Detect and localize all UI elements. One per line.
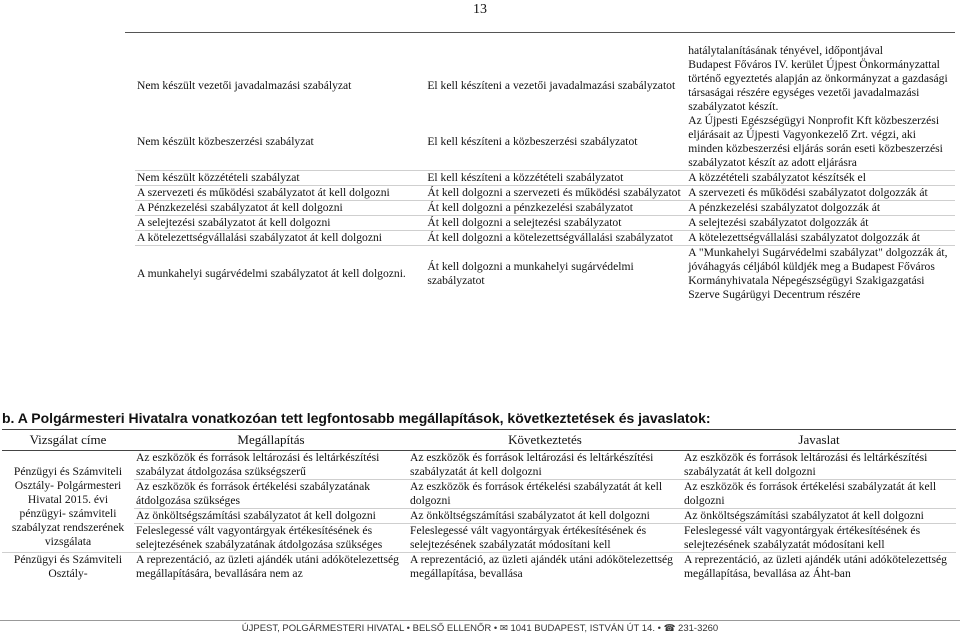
table-row: [135, 44, 955, 58]
conclusion-cell: El kell készíteni a közbeszerzési szabályzatot: [425, 114, 686, 171]
conclusion-cell: El kell készíteni a közzétételi szabályzatot: [425, 171, 686, 186]
recommendation-cell: A selejtezési szabályzatot dolgozzák át: [686, 216, 955, 231]
table-row: [135, 246, 955, 303]
finding-cell: Nem készült vezetői javadalmazási szabályzat: [137, 79, 352, 92]
recommendation-cell: A szervezeti és működési szabályzatot dolgozzák át: [686, 186, 955, 201]
table-row: [135, 114, 955, 171]
conclusion-cell: Az önköltségszámítási szabályzatot át kell dolgozni: [408, 509, 682, 524]
section-heading: b. A Polgármesteri Hivatalra vonatkozóan tett legfontosabb megállapítások, következtetések és javaslatok:: [2, 410, 711, 426]
conclusion-cell: Át kell dolgozni a selejtezési szabályzatot: [425, 216, 686, 231]
column-header: Javaslat: [682, 430, 956, 451]
column-header: Megállapítás: [134, 430, 408, 451]
conclusion-cell: Feleslegessé vált vagyontárgyak értékesítésének és selejtezésének szabályzatát módosítani kell: [408, 524, 682, 553]
recommendation-cell: Budapest Főváros IV. kerület Újpest Önkormányzattal történő egyeztetés alapján az önkormányzat a gazdasági társaságai részére egységes vezetői javadalmazási szabályzatot készít.: [688, 58, 948, 113]
conclusion-cell: Át kell dolgozni a szervezeti és működési szabályzatot: [425, 186, 686, 201]
page-footer: ÚJPEST, POLGÁRMESTERI HIVATAL • BELSŐ ELLENŐR • ✉ 1041 BUDAPEST, ISTVÁN ÚT 14. • ☎ 231-3260: [0, 620, 960, 635]
page-number: 13: [473, 2, 487, 17]
finding-cell: Nem készült közbeszerzési szabályzat: [135, 114, 425, 171]
table-row: [2, 524, 956, 553]
conclusion-cell: El kell készíteni a vezetői javadalmazási szabályzatot: [427, 79, 676, 92]
column-header: Következtetés: [408, 430, 682, 451]
conclusion-cell: Át kell dolgozni a kötelezettségvállalási szabályzatot: [425, 231, 686, 246]
table-row: [135, 216, 955, 231]
recommendation-cell: A közzétételi szabályzatot készítsék el: [686, 171, 955, 186]
table-row: [135, 186, 955, 201]
finding-cell: A selejtezési szabályzatot át kell dolgozni: [135, 216, 425, 231]
table-row: [2, 509, 956, 524]
table-row: [135, 231, 955, 246]
findings-table-continued: [135, 44, 955, 302]
table-row: [2, 480, 956, 509]
recommendation-cell: A kötelezettségvállalási szabályzatot dolgozzák át: [686, 231, 955, 246]
table-row: [135, 201, 955, 216]
conclusion-cell: [425, 44, 686, 58]
column-header: Vizsgálat címe: [2, 430, 134, 451]
finding-cell: A munkahelyi sugárvédelmi szabályzatot át kell dolgozni.: [137, 267, 406, 280]
finding-cell: Az eszközök és források leltározási és leltárkészítési szabályzat átdolgozása szükségszerű: [134, 451, 408, 480]
recommendation-cell: Az eszközök és források leltározási és leltárkészítési szabályzatát át kell dolgozni: [682, 451, 956, 480]
recommendation-cell: Feleslegessé vált vagyontárgyak értékesítésének és selejtezésének szabályzatát módosítani kell: [682, 524, 956, 553]
conclusion-cell: Az eszközök és források értékelési szabályzatát át kell dolgozni: [408, 480, 682, 509]
audit-table: [2, 429, 956, 581]
finding-cell: A szervezeti és működési szabályzatot át kell dolgozni: [135, 186, 425, 201]
finding-cell: A reprezentáció, az üzleti ajándék utáni adókötelezettség megállapítására, bevallására nem az: [136, 553, 399, 580]
recommendation-cell: hatálytalanításának tényével, időpontjával: [688, 44, 884, 57]
finding-cell: A Pénzkezelési szabályzatot át kell dolgozni: [135, 201, 425, 216]
table-header-row: [2, 430, 956, 451]
recommendation-cell: A pénzkezelési szabályzatot dolgozzák át: [686, 201, 955, 216]
audit-subject: Pénzügyi és Számviteli Osztály-: [13, 553, 123, 580]
conclusion-cell: Az eszközök és források leltározási és leltárkészítési szabályzatát át kell dolgozni: [408, 451, 682, 480]
finding-cell: Az önköltségszámítási szabályzatot át kell dolgozni: [134, 509, 408, 524]
recommendation-cell: Az önköltségszámítási szabályzatot át kell dolgozni: [682, 509, 956, 524]
table-row: [135, 171, 955, 186]
conclusion-cell: Át kell dolgozni a pénzkezelési szabályzatot: [425, 201, 686, 216]
table-row: [2, 451, 956, 480]
table-row: [2, 553, 956, 582]
table-row: [135, 58, 955, 114]
recommendation-cell: A "Munkahelyi Sugárvédelmi szabályzat" dolgozzák át, jóváhagyás céljából küldjék meg a Budapest Főváros Kormányhivatala Népegészségügyi Szakigazgatási Szerve Sugárügyi Decentrum részére: [688, 246, 948, 301]
finding-cell: Nem készült közzétételi szabályzat: [135, 171, 425, 186]
recommendation-cell: Az eszközök és források értékelési szabályzatát át kell dolgozni: [682, 480, 956, 509]
finding-cell: Feleslegessé vált vagyontárgyak értékesítésének és selejtezésének szabályzatának átdolgozása szükséges: [134, 524, 408, 553]
finding-cell: [135, 44, 425, 58]
conclusion-cell: A reprezentáció, az üzleti ajándék utáni adókötelezettség megállapítása, bevallása: [410, 553, 673, 580]
recommendation-cell: Az Újpesti Egészségügyi Nonprofit Kft közbeszerzési eljárásait az Újpesti Vagyonkezelő Zrt. végzi, aki minden közbeszerzési eljárás során eseti közbeszerzési szabályzatot készít az adott eljárásra: [686, 114, 955, 171]
recommendation-cell: A reprezentáció, az üzleti ajándék utáni adókötelezettség megállapítása, bevallása az Áht-ban: [684, 553, 947, 580]
finding-cell: Az eszközök és források értékelési szabályzatának átdolgozása szükséges: [134, 480, 408, 509]
audit-subject: Pénzügyi és Számviteli Osztály- Polgármesteri Hivatal 2015. évi pénzügyi- számviteli szabályzat rendszerének vizsgálata: [2, 451, 134, 553]
top-divider: [125, 32, 955, 33]
finding-cell: A kötelezettségvállalási szabályzatot át kell dolgozni: [135, 231, 425, 246]
conclusion-cell: Át kell dolgozni a munkahelyi sugárvédelmi szabályzatot: [427, 260, 634, 287]
